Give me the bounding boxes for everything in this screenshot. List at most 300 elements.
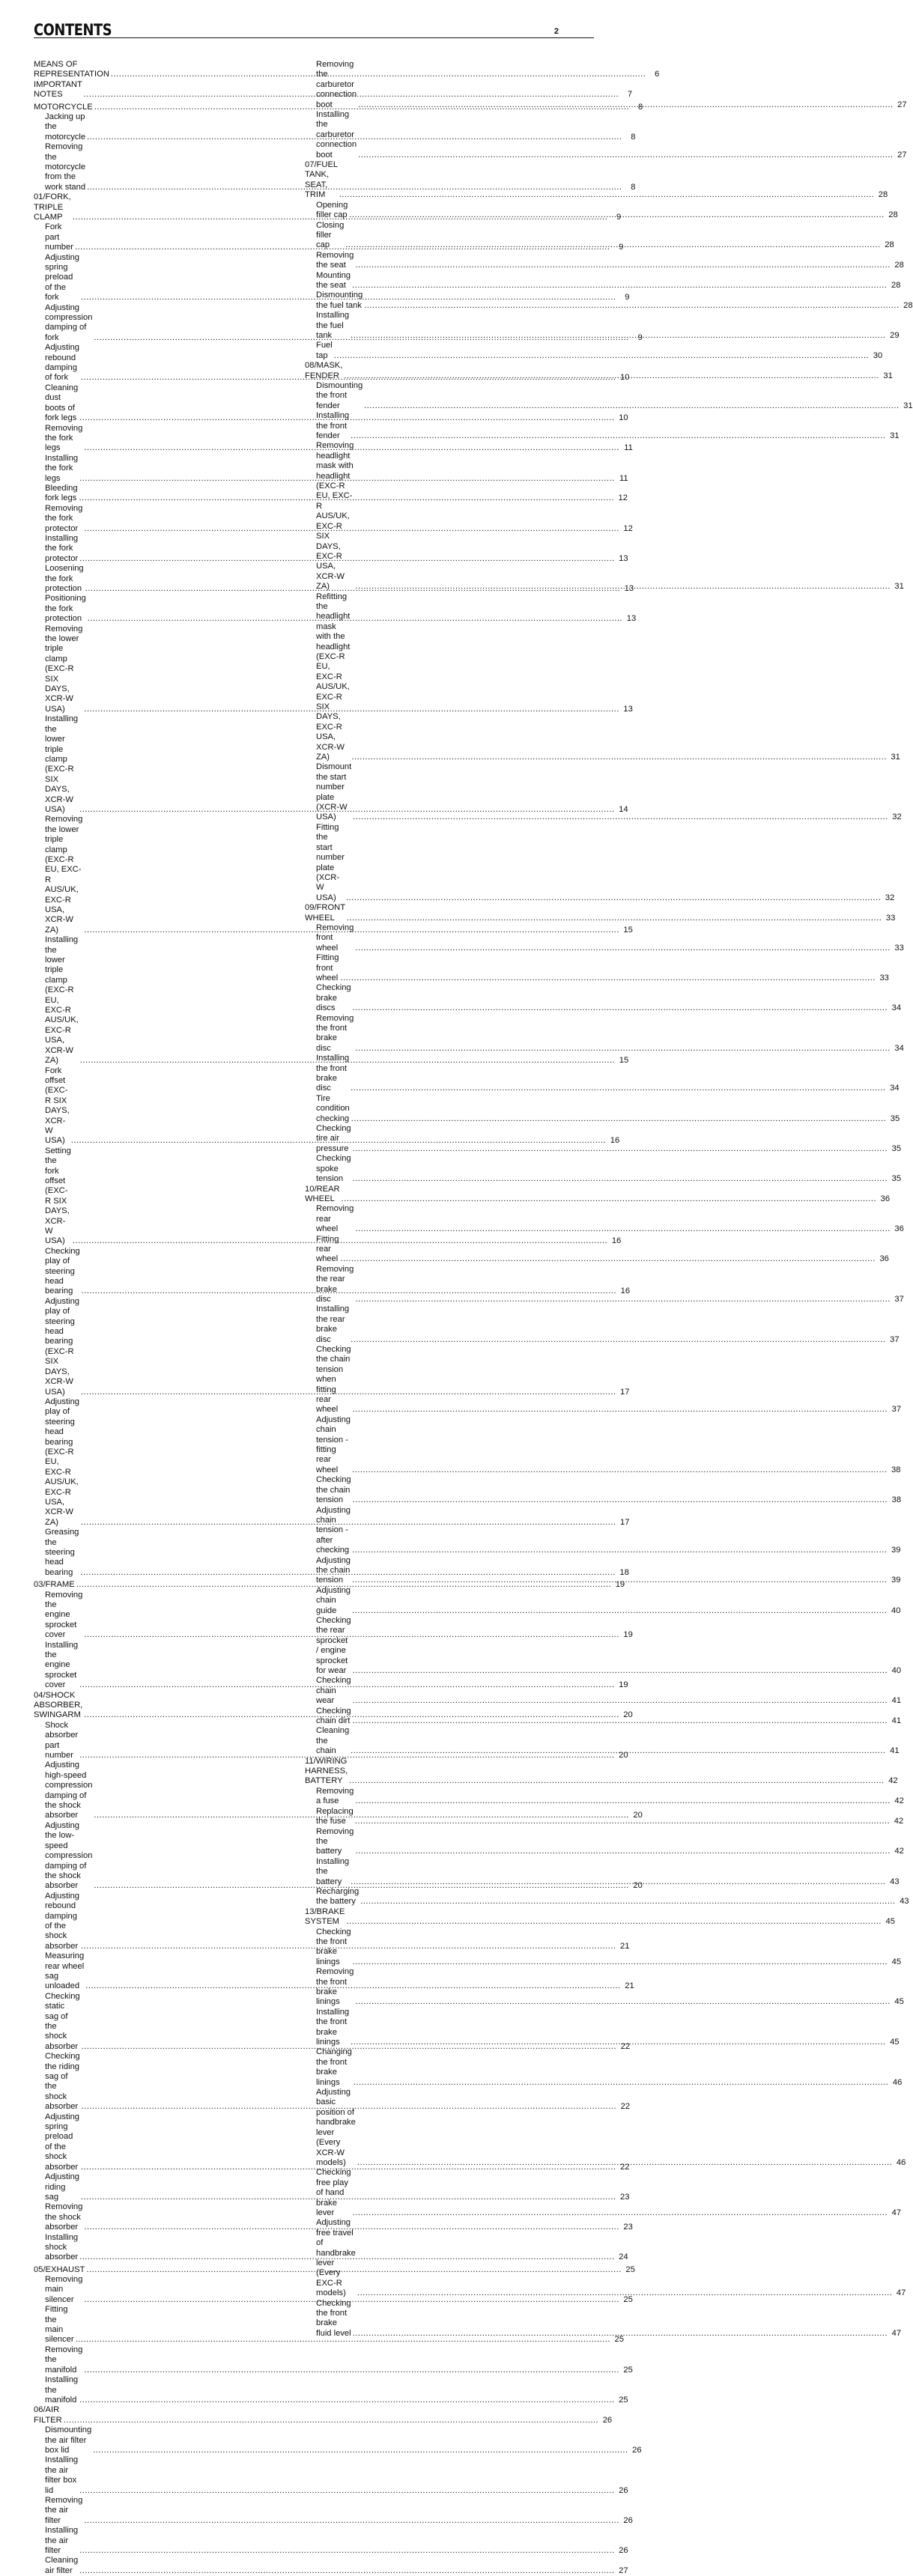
dot-leader	[347, 914, 882, 923]
toc-entry-title: Checking play of steering head bearing	[45, 1246, 80, 1296]
toc-entry-page: 9	[616, 212, 622, 222]
toc-entry-page: 8	[637, 102, 643, 112]
toc-entry-page: 26	[619, 2485, 628, 2495]
toc-entry-title: Checking free play of hand brake lever	[316, 2168, 351, 2217]
toc-entry-page: 12	[623, 523, 633, 533]
toc-entry-page: 35	[891, 1174, 902, 1184]
dot-leader	[352, 1576, 887, 1585]
dot-leader	[334, 351, 869, 361]
toc-entry-title: 10/REAR WHEEL	[305, 1184, 340, 1203]
toc-entry-title: Removing the fork protector	[45, 503, 83, 533]
dot-leader	[351, 1746, 885, 1756]
toc-entry-title: Removing the engine sprocket cover	[45, 1590, 83, 1640]
dot-leader	[353, 1696, 888, 1706]
toc-section-heading[interactable]	[34, 2405, 613, 2425]
dot-leader	[351, 331, 885, 341]
dot-leader	[351, 2038, 885, 2047]
toc-entry-page: 17	[620, 1517, 630, 1527]
toc-entry-title: Refitting the headlight mask with the headlight (EXC-R EU, EXC-R AUS/UK, EXC-R SIX DAYS, EXC-R USA, XCR-W ZA)	[316, 592, 351, 762]
toc-entry-page: 26	[619, 2546, 628, 2556]
toc-entry-title: MEANS OF REPRESENTATION	[34, 60, 109, 79]
toc-entry-page: 25	[623, 2365, 633, 2375]
toc-entry-page: 38	[891, 1495, 902, 1505]
toc-entry-title: Adjusting riding sag	[45, 2172, 80, 2202]
toc-section-heading[interactable]	[34, 1578, 625, 1590]
toc-entry-page: 43	[900, 1897, 909, 1907]
toc-entry-page: 8	[631, 132, 636, 142]
toc-entry[interactable]	[34, 2232, 628, 2263]
dot-leader	[354, 2078, 888, 2088]
toc-entry-title: Removing the lower triple clamp (EXC-R SIX DAYS, XCR-W USA)	[45, 624, 83, 714]
toc-entry-page: 10	[620, 373, 630, 383]
toc-entry-title: Positioning the fork protection	[45, 594, 86, 624]
toc-entry-title: Installing the engine sprocket cover	[45, 1640, 79, 1690]
toc-entry-page: 47	[896, 2288, 906, 2298]
toc-entry-title: Adjusting basic position of handbrake lever (Every XCR-W models)	[316, 2088, 356, 2167]
toc-entry-page: 19	[615, 1580, 625, 1590]
toc-entry-page: 41	[891, 1696, 902, 1706]
toc-entry-page: 19	[623, 1630, 633, 1640]
toc-entry[interactable]	[34, 2375, 628, 2405]
toc-entry-title: Checking static sag of the shock absorber	[45, 1991, 80, 2051]
toc-entry-title: Adjusting free travel of handbrake lever (Every EXC-R models)	[316, 2218, 356, 2298]
toc-entry-title: Recharging the battery	[316, 1886, 360, 1907]
toc-entry-title: Checking the riding sag of the shock absorber	[45, 2052, 80, 2112]
toc-entry[interactable]	[305, 381, 913, 411]
page-header	[34, 21, 594, 39]
toc-entry-title: 04/SHOCK ABSORBER, SWINGARM	[34, 1690, 83, 1720]
toc-entry[interactable]	[34, 2526, 628, 2556]
toc-entry-title: Removing the lower triple clamp (EXC-R EU, EXC-R AUS/UK, EXC-R USA, XCR-W ZA)	[45, 815, 83, 935]
toc-entry-title: Removing main silencer	[45, 2275, 83, 2304]
toc-entry-title: Bleeding fork legs	[45, 483, 78, 503]
toc-entry-title: Adjusting spring preload of the shock absorber	[45, 2112, 80, 2172]
toc-entry-title: Adjusting the chain tension	[316, 1555, 351, 1585]
toc-entry-page: 9	[625, 293, 630, 303]
toc-entry-title: Mounting the seat	[316, 270, 351, 290]
dot-leader	[358, 151, 893, 160]
toc-entry-page: 37	[890, 1334, 900, 1344]
toc-entry-page: 42	[894, 1796, 904, 1806]
toc-entry-title: Removing the front brake linings	[316, 1967, 354, 2007]
toc-section-heading[interactable]	[34, 100, 643, 112]
toc-entry-page: 47	[891, 2208, 902, 2217]
toc-entry[interactable]	[305, 311, 900, 341]
toc-entry-page: 28	[894, 261, 904, 270]
toc-entry-page: 28	[885, 240, 894, 250]
toc-entry-title: Adjusting rebound damping of fork	[45, 343, 80, 383]
dot-leader	[355, 261, 890, 270]
dot-leader	[357, 2288, 892, 2298]
toc-entry[interactable]	[305, 60, 907, 110]
toc-entry-title: Loosening the fork protection	[45, 564, 84, 594]
toc-entry-title: Removing the rear brake disc	[316, 1264, 354, 1304]
toc-section-heading[interactable]	[34, 60, 660, 80]
toc-entry[interactable]	[34, 533, 628, 564]
toc-entry-page: 32	[885, 893, 895, 902]
dot-leader	[355, 1817, 890, 1826]
toc-entry-title: Adjusting spring preload of the fork	[45, 252, 80, 303]
toc-entry-title: Fitting the main silencer	[45, 2305, 74, 2345]
toc-entry-page: 22	[620, 2162, 630, 2172]
toc-entry[interactable]	[34, 2455, 628, 2496]
toc-entry-page: 39	[891, 1576, 901, 1585]
dot-leader	[364, 301, 899, 311]
dot-leader	[351, 1084, 885, 1093]
dot-leader	[364, 401, 899, 411]
toc-section-heading[interactable]	[305, 1184, 891, 1205]
dot-leader	[355, 1295, 890, 1304]
toc-entry[interactable]	[305, 1304, 900, 1345]
dot-leader	[340, 1254, 875, 1264]
toc-entry-page: 31	[903, 401, 913, 410]
dot-leader	[353, 1405, 888, 1415]
dot-leader	[342, 1194, 876, 1204]
toc-entry-page: 31	[891, 753, 900, 762]
toc-entry-title: Adjusting play of steering head bearing (EXC-R SIX DAYS, XCR-W USA)	[45, 1296, 80, 1397]
toc-entry-page: 13	[623, 704, 633, 714]
toc-entry-title: Removing the air filter	[45, 2495, 83, 2525]
toc-entry-title: 11/WIRING HARNESS, BATTERY	[305, 1756, 348, 1786]
toc-entry-title: Removing the front brake disc	[316, 1013, 354, 1053]
toc-entry-title: Removing the battery	[316, 1826, 354, 1856]
toc-entry-page: 42	[894, 1817, 904, 1826]
dot-leader	[84, 2366, 619, 2375]
toc-entry-page: 36	[879, 1254, 889, 1264]
toc-entry-page: 40	[891, 1606, 901, 1615]
toc-entry-title: Checking the rear sprocket / engine sprocket for wear	[316, 1615, 351, 1675]
dot-leader	[358, 100, 893, 110]
toc-entry[interactable]	[305, 983, 902, 1013]
toc-entry[interactable]	[34, 2495, 633, 2526]
toc-entry[interactable]	[34, 2425, 642, 2455]
toc-entry-page: 46	[892, 2077, 903, 2087]
toc-entry-page: 11	[624, 443, 633, 453]
toc-entry-page: 25	[625, 2264, 635, 2274]
dot-leader	[357, 2158, 892, 2168]
toc-entry-title: Removing the seat	[316, 250, 354, 270]
toc-entry-page: 19	[619, 1680, 628, 1690]
dot-leader	[351, 1335, 885, 1345]
toc-entry[interactable]	[305, 2047, 903, 2088]
toc-entry-title: Dismounting the fuel tank	[316, 291, 363, 310]
toc-entry-page: 37	[894, 1294, 904, 1304]
toc-entry-title: 09/FRONT WHEEL	[305, 903, 345, 923]
toc-entry[interactable]	[305, 1154, 902, 1184]
toc-entry[interactable]	[34, 2202, 633, 2232]
toc-entry-page: 37	[891, 1405, 902, 1415]
toc-entry-page: 47	[891, 2328, 902, 2338]
toc-entry-page: 16	[610, 1136, 620, 1146]
dot-leader	[360, 1897, 895, 1907]
toc-entry-title: Removing the fork legs	[45, 423, 83, 453]
toc-entry-title: Checking the chain tension when fitting rear wheel	[316, 1345, 351, 1415]
toc-section-heading[interactable]	[34, 2263, 635, 2275]
toc-entry-page: 36	[880, 1194, 891, 1203]
toc-entry[interactable]	[305, 220, 894, 251]
toc-entry[interactable]	[305, 291, 913, 311]
toc-entry-page: 30	[873, 350, 883, 360]
toc-entry-title: Adjusting chain tension - after checking	[316, 1505, 351, 1555]
toc-entry[interactable]	[305, 953, 889, 983]
toc-entry-title: Removing headlight mask with headlight (EXC-R EU, EXC-R AUS/UK, EXC-R SIX DAYS, EXC-R USA, XCR-W ZA)	[316, 441, 354, 592]
dot-leader	[353, 1003, 888, 1013]
toc-entry[interactable]	[305, 1204, 904, 1234]
toc-entry-page: 20	[633, 1881, 643, 1891]
dot-leader	[353, 812, 888, 822]
toc-entry-title: Adjusting the low-speed compression damping of the shock absorber	[45, 1820, 93, 1891]
dot-leader	[352, 1606, 887, 1616]
toc-entry-title: Cleaning air filter	[45, 2556, 79, 2575]
header-rule	[34, 37, 594, 38]
toc-entry-title: Dismount the start number plate (XCR-W USA)	[316, 762, 352, 822]
dot-leader	[355, 944, 890, 953]
toc-entry-page: 17	[620, 1387, 630, 1397]
toc-entry-page: 22	[620, 2102, 631, 2112]
dot-leader	[349, 1776, 884, 1786]
toc-entry[interactable]	[34, 2275, 633, 2305]
toc-entry-page: 14	[619, 804, 628, 814]
toc-entry-page: 6	[655, 70, 660, 79]
toc-entry-title: Checking tire air pressure	[316, 1124, 351, 1153]
toc-entry-title: Opening filler cap	[316, 200, 348, 220]
toc-entry-title: Checking the front brake fluid level	[316, 2298, 351, 2338]
toc-entry-title: Adjusting high-speed compression damping of the shock absorber	[45, 1761, 93, 1820]
toc-entry-page: 27	[619, 2566, 628, 2575]
toc-entry-title: IMPORTANT NOTES	[34, 79, 82, 100]
toc-entry-title: Fuel tap	[316, 341, 333, 360]
toc-entry-title: Fork offset (EXC-R SIX DAYS, XCR-W USA)	[45, 1066, 70, 1146]
toc-entry-title: Checking the front brake linings	[316, 1927, 351, 1966]
toc-section-heading[interactable]	[305, 903, 896, 923]
dot-leader	[352, 1546, 887, 1555]
toc-entry-page: 45	[891, 1957, 902, 1966]
toc-entry[interactable]	[305, 822, 895, 903]
toc-entry[interactable]	[34, 503, 633, 534]
page-title: CONTENTS	[34, 21, 112, 39]
toc-entry-page: 40	[891, 1666, 902, 1675]
toc-entry-page: 28	[903, 300, 913, 310]
dot-leader	[353, 1957, 888, 1967]
dot-leader	[64, 2416, 598, 2425]
dot-leader	[79, 2486, 614, 2496]
toc-entry-page: 15	[623, 925, 633, 935]
toc-entry-page: 43	[890, 1877, 900, 1886]
dot-leader	[346, 1917, 881, 1927]
toc-entry[interactable]	[34, 483, 628, 504]
toc-entry-page: 34	[891, 1003, 902, 1013]
toc-entry-page: 21	[620, 1941, 630, 1951]
toc-entry-title: Dismounting the air filter box lid	[45, 2425, 92, 2455]
toc-entry-title: Measuring rear wheel sag unloaded	[45, 1951, 85, 1991]
toc-entry-page: 31	[883, 371, 893, 380]
toc-entry-title: Adjusting chain tension - fitting rear wheel	[316, 1415, 351, 1474]
toc-entry-page: 7	[627, 90, 633, 100]
toc-entry[interactable]	[305, 1415, 901, 1475]
toc-entry-page: 31	[894, 582, 904, 592]
dot-leader	[355, 1224, 890, 1234]
toc-entry-page: 33	[894, 943, 904, 953]
toc-entry-page: 20	[633, 1811, 643, 1820]
toc-entry-title: 03/FRAME	[34, 1580, 75, 1590]
toc-entry-title: Checking spoke tension	[316, 1154, 351, 1184]
toc-section-heading[interactable]	[305, 1907, 895, 1928]
dot-leader	[351, 753, 886, 762]
toc-entry-page: 8	[631, 182, 636, 192]
toc-entry-page: 29	[890, 330, 900, 340]
toc-entry-title: Fork part number	[45, 222, 73, 252]
toc-entry-title: Dismounting the front fender	[316, 381, 363, 410]
dot-leader	[93, 2446, 628, 2455]
toc-entry-page: 25	[614, 2335, 624, 2345]
toc-entry-title: Installing the lower triple clamp (EXC-R EU, EXC-R AUS/UK, EXC-R USA, XCR-W ZA)	[45, 935, 79, 1066]
toc-entry-title: Checking chain dirt	[316, 1706, 351, 1726]
toc-entry-page: 27	[897, 150, 907, 160]
toc-entry-title: Installing the manifold	[45, 2375, 79, 2405]
toc-entry-page: 41	[891, 1716, 902, 1726]
toc-entry-page: 33	[885, 913, 896, 923]
dot-leader	[352, 281, 887, 291]
toc-section-heading[interactable]	[34, 79, 633, 100]
toc-entry-title: Fitting front wheel	[316, 953, 339, 982]
toc-entry-title: MOTORCYCLE	[34, 102, 93, 112]
dot-leader	[84, 2516, 619, 2526]
dot-leader	[79, 2566, 614, 2576]
dot-leader	[353, 2329, 888, 2339]
toc-entry-page: 18	[619, 1567, 629, 1577]
toc-entry-page: 36	[894, 1224, 904, 1234]
toc-entry-title: 07/FUEL TANK, SEAT, TRIM	[305, 160, 338, 200]
toc-entry[interactable]	[34, 564, 634, 594]
toc-entry-page: 28	[878, 190, 888, 200]
toc-entry-page: 23	[623, 2223, 633, 2232]
toc-entry-page: 22	[620, 2041, 631, 2051]
toc-entry-title: Removing a fuse	[316, 1786, 354, 1806]
toc-entry-page: 20	[623, 1710, 633, 1720]
toc-entry-page: 41	[890, 1746, 900, 1756]
toc-entry-title: Removing the carburetor connection boot	[316, 60, 357, 109]
dot-leader	[79, 2546, 614, 2556]
toc-entry[interactable]	[305, 1826, 904, 1857]
toc-entry[interactable]	[305, 250, 904, 271]
toc-entry-page: 25	[619, 2395, 628, 2405]
toc-entry[interactable]	[34, 594, 637, 624]
toc-entry-title: Installing the fork legs	[45, 453, 79, 483]
toc-entry-page: 25	[623, 2294, 633, 2304]
toc-entry-page: 34	[894, 1043, 904, 1053]
toc-entry[interactable]	[34, 2345, 633, 2375]
toc-entry-page: 39	[891, 1546, 901, 1555]
toc-entry-title: 01/FORK, TRIPLE CLAMP	[34, 192, 71, 222]
toc-entry-title: Removing the shock absorber	[45, 2202, 83, 2232]
toc-entry[interactable]	[305, 1093, 900, 1124]
toc-entry-page: 31	[890, 431, 900, 441]
dot-leader	[351, 1114, 886, 1124]
toc-entry-title: Installing the fuel tank	[316, 311, 350, 340]
toc-entry-title: 13/BRAKE SYSTEM	[305, 1907, 345, 1927]
toc-entry-page: 9	[619, 243, 624, 252]
toc-section-heading[interactable]	[305, 160, 888, 201]
toc-entry-title: Cleaning dust boots of fork legs	[45, 383, 79, 423]
toc-entry-page: 35	[891, 1143, 902, 1153]
toc-entry-page: 35	[890, 1114, 900, 1123]
dot-leader	[355, 1847, 890, 1856]
toc-entry-page: 26	[602, 2415, 613, 2425]
toc-entry-title: Installing the rear brake disc	[316, 1304, 350, 1344]
toc-entry-title: Removing the motorcycle from the work stand	[45, 142, 86, 192]
toc-entry-page: 33	[879, 973, 889, 982]
toc-entry-title: Removing front wheel	[316, 923, 354, 953]
toc-entry-title: Installing the carburetor connection boot	[316, 110, 357, 160]
toc-entry[interactable]	[305, 200, 898, 221]
toc-entry-title: Adjusting chain guide	[316, 1585, 351, 1615]
toc-entry-page: 23	[620, 2192, 630, 2202]
toc-entry[interactable]	[305, 341, 883, 361]
toc-entry-page: 34	[890, 1084, 900, 1093]
toc-entry-title: Installing the air filter box lid	[45, 2455, 79, 2495]
toc-entry-title: Shock absorber part number	[45, 1720, 79, 1761]
toc-entry-title: Installing the front brake linings	[316, 2007, 350, 2047]
dot-leader	[351, 431, 885, 441]
dot-leader	[353, 1144, 888, 1154]
toc-entry[interactable]	[305, 1013, 904, 1054]
toc-entry-title: Removing rear wheel	[316, 1204, 354, 1234]
toc-entry-title: Adjusting rebound damping of the shock absorber	[45, 1891, 80, 1951]
toc-entry-title: Adjusting play of steering head bearing (EXC-R EU, EXC-R AUS/UK, EXC-R USA, XCR-W ZA)	[45, 1397, 80, 1527]
toc-entry-page: 12	[618, 493, 628, 503]
toc-entry-page: 16	[611, 1236, 622, 1246]
toc-entry-page: 42	[894, 1847, 904, 1856]
dot-leader	[344, 371, 879, 381]
toc-entry-page: 38	[891, 1465, 901, 1474]
toc-entry[interactable]	[34, 453, 628, 484]
toc-entry-title: Fitting rear wheel	[316, 1234, 339, 1264]
toc-entry[interactable]	[305, 110, 907, 160]
dot-leader	[349, 210, 884, 220]
toc-entry-title: Closing filler cap	[316, 220, 345, 250]
toc-entry-page: 13	[626, 614, 637, 624]
toc-entry-page: 42	[888, 1776, 898, 1786]
toc-entry-title: Fitting the start number plate (XCR-W USA)	[316, 822, 345, 902]
toc-entry[interactable]	[305, 1786, 904, 1807]
dot-leader	[340, 973, 875, 983]
toc-entry-page: 46	[896, 2157, 906, 2167]
toc-entry-title: Checking chain wear	[316, 1676, 351, 1706]
dot-leader	[355, 1044, 890, 1054]
toc-entry-page: 32	[892, 812, 902, 822]
toc-entry[interactable]	[305, 270, 901, 291]
dot-leader	[353, 1666, 888, 1676]
toc-entry-page: 13	[619, 553, 628, 563]
toc-entry-title: 06/AIR FILTER	[34, 2405, 62, 2425]
toc-entry-title: Installing the front fender	[316, 411, 350, 441]
dot-leader	[352, 1465, 887, 1475]
toc-entry-title: Tire condition checking	[316, 1093, 350, 1123]
toc-entry-title: Installing the air filter	[45, 2526, 79, 2556]
toc-entry-title: Installing the fork protector	[45, 533, 79, 563]
toc-entry-title: Checking the chain tension	[316, 1475, 351, 1505]
toc-entry-page: 26	[623, 2515, 633, 2525]
toc-entry-title: Cleaning the chain	[316, 1726, 350, 1756]
dot-leader	[355, 1997, 890, 2007]
toc-entry-page: 45	[894, 1997, 904, 2007]
toc-entry-page: 45	[890, 2038, 900, 2047]
dot-leader	[353, 1174, 888, 1184]
toc-entry-page: 16	[620, 1287, 631, 1296]
toc-entry[interactable]	[34, 2556, 628, 2576]
toc-entry[interactable]	[305, 1475, 902, 1505]
toc-entry-page: 28	[891, 280, 901, 290]
